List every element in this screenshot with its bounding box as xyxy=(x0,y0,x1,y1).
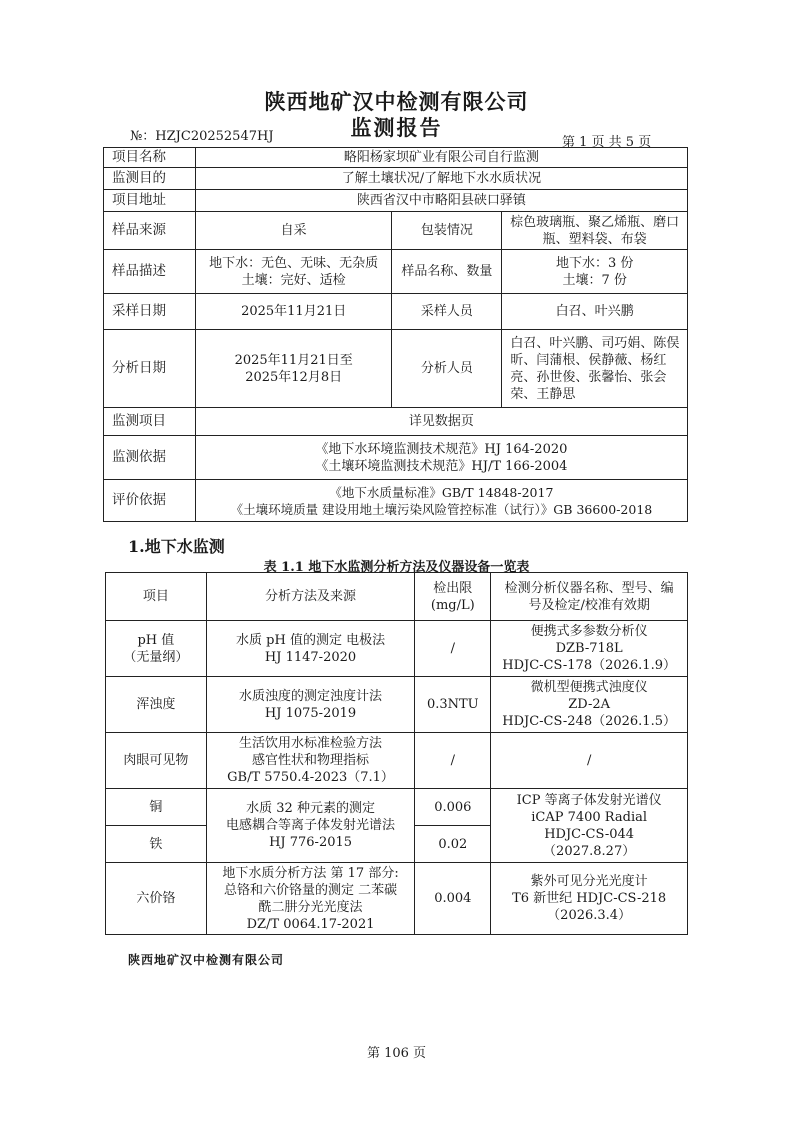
eval-line1: 《地下水质量标准》GB/T 14848-2017 xyxy=(329,484,554,500)
inst-line2: iCAP 7400 Radial xyxy=(531,809,648,825)
row-method xyxy=(206,863,415,935)
header-item: 项目 xyxy=(106,573,207,621)
eval-label: 评价依据 xyxy=(104,480,196,522)
sample-qty-line1: 地下水：3 份 xyxy=(555,255,634,271)
purpose: 了解土壤状况/了解地下水水质状况 xyxy=(195,168,687,190)
report-title: 监测报告 xyxy=(350,115,443,140)
row-method xyxy=(206,621,415,677)
items-label: 监测项目 xyxy=(104,408,196,436)
method-line1: 生活饮用水标准检验方法 xyxy=(239,736,383,751)
inst-line3: HDJC-CS-248（2026.1.5） xyxy=(502,714,676,729)
basis-line2: 《土壤环境监测技术规范》HJ/T 166-2004 xyxy=(315,458,568,474)
method-line2: 感官性状和物理指标 xyxy=(252,753,370,768)
inst-line4: （2027.8.27） xyxy=(543,843,636,859)
monitoring-basis xyxy=(195,436,687,480)
header-limit-line2: (mg/L) xyxy=(430,597,475,613)
item-line1: pH 值 xyxy=(137,632,175,648)
sampling-date-label: 采样日期 xyxy=(104,294,196,330)
method-line2: HJ 1075-2019 xyxy=(264,705,357,721)
method-line2: 电感耦合等离子体发射光谱法 xyxy=(226,818,396,833)
inst-line3: （2026.3.4） xyxy=(547,908,632,923)
packaging: 棕色玻璃瓶、聚乙烯瓶、磨口瓶、塑料袋、布袋 xyxy=(502,212,688,250)
inst-line2: DZB-718L xyxy=(555,641,623,656)
table-row xyxy=(106,677,688,733)
row-method xyxy=(206,789,415,863)
inst-line1: 紫外可见分光光度计 xyxy=(530,874,648,889)
company-title: 陕西地矿汉中检测有限公司 xyxy=(264,89,529,114)
footer-company: 陕西地矿汉中检测有限公司 xyxy=(128,953,285,967)
row-item: 六价铬 xyxy=(106,863,207,935)
method-line2: 总铬和六价铬量的测定 二苯碳 xyxy=(223,882,398,898)
item-line2: （无量纲） xyxy=(123,649,189,665)
basis-label: 监测依据 xyxy=(104,436,196,480)
section-title: 1.地下水监测 xyxy=(128,537,225,556)
sample-qty xyxy=(502,250,688,294)
inst-line3: HDJC-CS-044 xyxy=(544,826,635,842)
source-label: 样品来源 xyxy=(104,212,196,250)
row-item xyxy=(106,621,207,677)
eval-line2: 《土壤环境质量 建设用地土壤污染风险管控标准（试行）》GB 36600-2018 xyxy=(230,501,653,517)
inst-line2: T6 新世纪 HDJC-CS-218 xyxy=(512,891,667,906)
inst-line1: 微机型便携式浊度仪 xyxy=(530,680,648,695)
row-instrument: / xyxy=(491,733,688,789)
row-limit: 0.3NTU xyxy=(415,677,491,733)
sampling-date: 2025年11月21日 xyxy=(195,294,392,330)
table-row xyxy=(106,863,688,935)
project-name: 略阳杨家坝矿业有限公司自行监测 xyxy=(195,148,687,168)
analysis-date-label: 分析日期 xyxy=(104,330,196,408)
header-instrument-line2: 号及检定/校准有效期 xyxy=(528,597,650,613)
address-label: 项目地址 xyxy=(104,190,196,212)
page-number: 第 106 页 xyxy=(366,1046,427,1061)
row-limit: / xyxy=(415,621,491,677)
samplers: 白召、叶兴鹏 xyxy=(502,294,688,330)
analysts-label: 分析人员 xyxy=(392,330,502,408)
inst-line2: ZD-2A xyxy=(568,697,610,712)
row-item-copper: 铜 xyxy=(106,789,207,826)
method-line3: 酰二肼分光光度法 xyxy=(258,899,363,915)
row-item-iron: 铁 xyxy=(106,826,207,863)
row-instrument xyxy=(491,621,688,677)
evaluation-basis xyxy=(195,480,687,522)
analysts: 白召、叶兴鹏、司巧娟、陈俣昕、闫蒲根、侯静薇、杨红亮、孙世俊、张馨怡、张会荣、王静思 xyxy=(502,330,688,408)
method-line1: 水质浊度的测定浊度计法 xyxy=(239,688,383,704)
header-method: 分析方法及来源 xyxy=(206,573,415,621)
report-number: №：HZJC20252547HJ xyxy=(130,129,274,144)
row-limit-iron: 0.02 xyxy=(415,826,491,863)
sample-source: 自采 xyxy=(195,212,392,250)
sample-description xyxy=(195,250,392,294)
monitoring-items: 详见数据页 xyxy=(195,408,687,436)
method-line1: 水质 pH 值的测定 电极法 xyxy=(236,632,386,648)
row-limit: / xyxy=(415,733,491,789)
row-instrument xyxy=(491,789,688,863)
inst-line3: HDJC-CS-178（2026.1.9） xyxy=(502,658,676,673)
method-line4: DZ/T 0064.17-2021 xyxy=(246,916,375,932)
report-info-table xyxy=(103,147,688,522)
analysis-date-line2: 2025年12月8日 xyxy=(245,369,343,385)
row-instrument xyxy=(491,863,688,935)
desc-label: 样品描述 xyxy=(104,250,196,294)
row-instrument xyxy=(491,677,688,733)
row-method xyxy=(206,733,415,789)
desc-line1: 地下水：无色、无味、无杂质 xyxy=(209,255,379,271)
table-row xyxy=(106,621,688,677)
table-row xyxy=(106,789,688,826)
desc-line2: 土壤：完好、适检 xyxy=(241,272,346,288)
analysis-date-line1: 2025年11月21日至 xyxy=(234,352,353,368)
header-instrument xyxy=(491,573,688,621)
method-line2: HJ 1147-2020 xyxy=(264,649,357,665)
sample-qty-label: 样品名称、数量 xyxy=(392,250,502,294)
inst-line1: 便携式多参数分析仪 xyxy=(530,624,648,639)
table-row xyxy=(106,733,688,789)
purpose-label: 监测目的 xyxy=(104,168,196,190)
page-info: 第 1 页 共 5 页 xyxy=(562,135,652,150)
table-caption: 表 1.1 地下水监测分析方法及仪器设备一览表 xyxy=(263,560,530,575)
groundwater-methods-table xyxy=(105,572,688,935)
header-limit-line1: 检出限 xyxy=(433,580,473,596)
row-item: 浑浊度 xyxy=(106,677,207,733)
packaging-label: 包装情况 xyxy=(392,212,502,250)
header-instrument-line1: 检测分析仪器名称、型号、编 xyxy=(504,580,674,596)
row-method xyxy=(206,677,415,733)
analysis-date xyxy=(195,330,392,408)
method-line1: 地下水质分析方法 第 17 部分: xyxy=(222,865,399,881)
sample-qty-line2: 土壤：7 份 xyxy=(562,272,627,288)
inst-line1: ICP 等离子体发射光谱仪 xyxy=(516,792,662,808)
samplers-label: 采样人员 xyxy=(392,294,502,330)
method-line3: HJ 776-2015 xyxy=(269,835,353,850)
row-limit-copper: 0.006 xyxy=(415,789,491,826)
header-limit xyxy=(415,573,491,621)
basis-line1: 《地下水环境监测技术规范》HJ 164-2020 xyxy=(315,441,568,457)
project-name-label: 项目名称 xyxy=(104,148,196,168)
row-item: 肉眼可见物 xyxy=(106,733,207,789)
method-line1: 水质 32 种元素的测定 xyxy=(246,801,375,816)
address: 陕西省汉中市略阳县硖口驿镇 xyxy=(195,190,687,212)
row-limit: 0.004 xyxy=(415,863,491,935)
method-line3: GB/T 5750.4-2023（7.1） xyxy=(227,770,394,785)
